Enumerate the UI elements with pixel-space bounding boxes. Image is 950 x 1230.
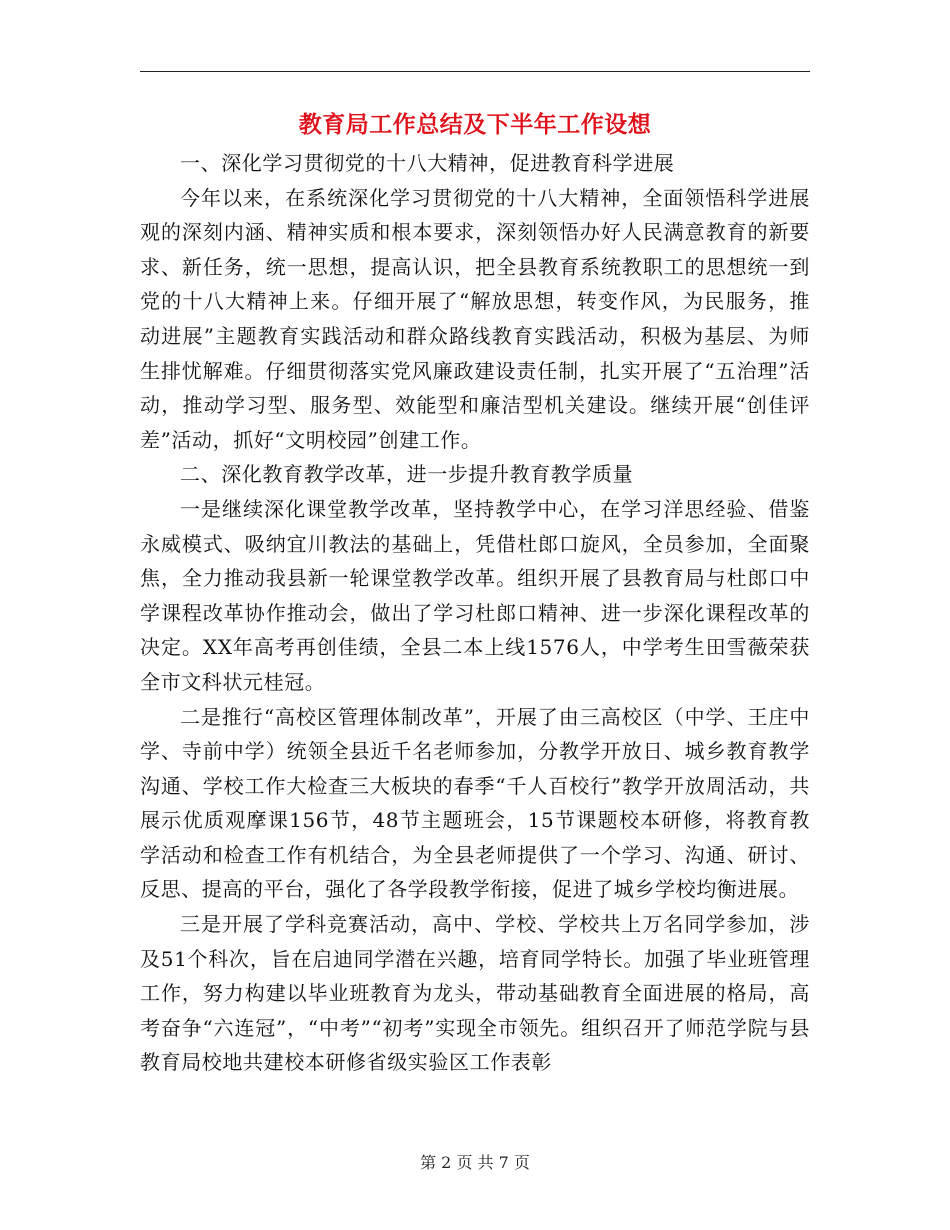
section-heading: 一、深化学习贯彻党的十八大精神，促进教育科学进展: [180, 151, 675, 175]
body-paragraph: 二是推行“高校区管理体制改革”，开展了由三高校区（中学、王庄中学、寺前中学）统领全县近千名老师参加，分教学开放日、城乡教育教学沟通、学校工作大检查三大板块的春季“千人百校行”教学开放周活动，共展示优质观摩课156节，48节主题班会，15节课题校本研修，将教育教学活动和检查工作有机结合，为全县老师提供了一个学习、沟通、研讨、反思、提高的平台，强化了各学段教学衔接，促进了城乡学校均衡进展。: [140, 704, 810, 902]
document-body: [140, 146, 810, 1080]
section-heading: 二、深化教育教学改革，进一步提升教育教学质量: [180, 462, 634, 487]
page-number: 第 2 页 共 7 页: [420, 1153, 530, 1172]
body-paragraph: 一是继续深化课堂教学改革，坚持教学中心，在学习洋思经验、借鉴永威模式、吸纳宜川教法的基础上，凭借杜郎口旋风，全员参加，全面聚焦，全力推动我县新一轮课堂教学改革。组织开展了县教育局与杜郎口中学课程改革协作推动会，做出了学习杜郎口精神、进一步深化课程改革的决定。XX年高考再创佳绩，全县二本上线1576人，中学考生田雪薇荣获全市文科状元桂冠。: [140, 496, 810, 694]
header-rule: [140, 71, 810, 72]
document-title: 教育局工作总结及下半年工作设想: [298, 111, 652, 138]
body-paragraph: 今年以来，在系统深化学习贯彻党的十八大精神，全面领悟科学进展观的深刻内涵、精神实质和根本要求，深刻领悟办好人民满意教育的新要求、新任务，统一思想，提高认识，把全县教育系统教职工的思想统一到党的十八大精神上来。仔细开展了“解放思想，转变作风，为民服务，推动进展”主题教育实践活动和群众路线教育实践活动，积极为基层、为师生排忧解难。仔细贯彻落实党风廉政建设责任制，扎实开展了“五治理”活动，推动学习型、服务型、效能型和廉洁型机关建设。继续开展“创佳评差”活动，抓好“文明校园”创建工作。: [140, 185, 810, 452]
body-paragraph: 三是开展了学科竞赛活动，高中、学校、学校共上万名同学参加，涉及51个科次，旨在启迪同学潜在兴趣，培育同学特长。加强了毕业班管理工作，努力构建以毕业班教育为龙头，带动基础教育全面进展的格局，高考奋争“六连冠”，“中考”“初考”实现全市领先。组织召开了师范学院与县教育局校地共建校本研修省级实验区工作表彰: [140, 912, 810, 1075]
